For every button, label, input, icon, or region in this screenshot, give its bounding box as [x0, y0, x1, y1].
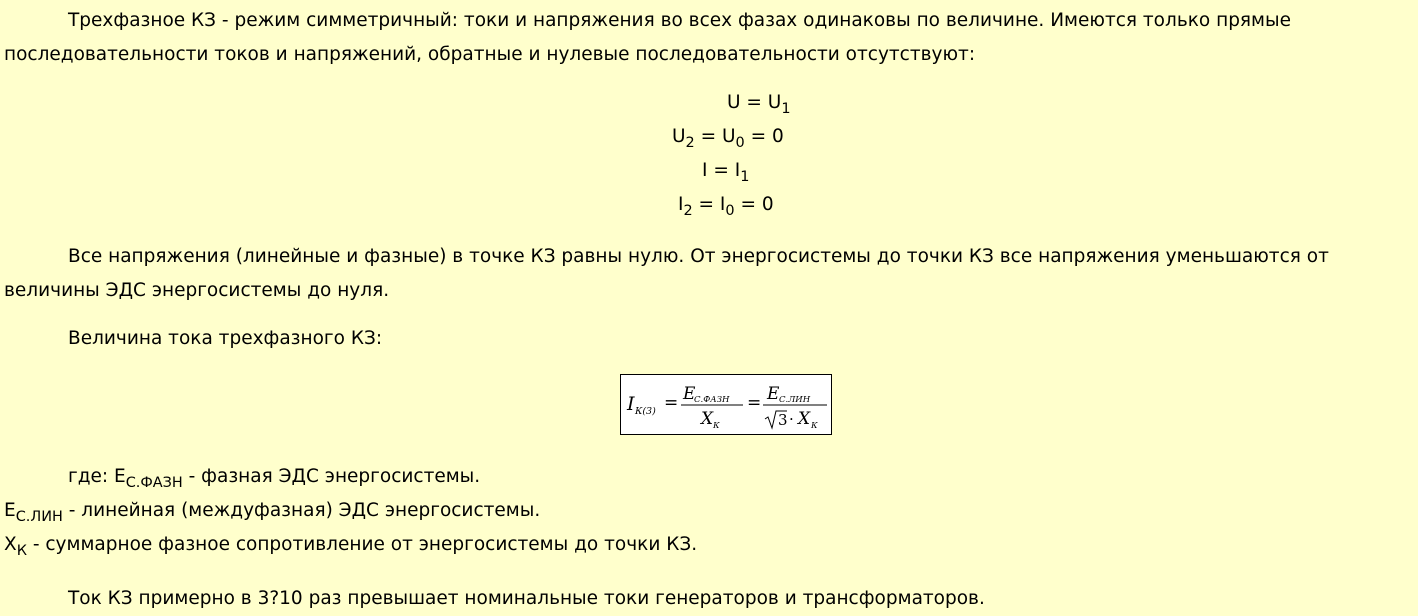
formula-lhs: I: [627, 393, 635, 415]
equation-4: $I_2 = I_0 = 0$: [678, 194, 774, 220]
formula-multiply-dot: ·: [789, 410, 794, 428]
definition-resistance: $X_К$ - суммарное фазное сопротивление от энергосистемы до точки КЗ.: [4, 534, 698, 560]
formula-equals-1: =: [664, 393, 679, 413]
formula-equals-2: =: [747, 393, 762, 413]
formula-denominator-2: X: [798, 409, 811, 429]
short-circuit-current-formula: [620, 374, 832, 435]
current-heading: Величина тока трехфазного КЗ:: [68, 328, 383, 349]
formula-numerator-2: E: [767, 384, 780, 404]
voltage-paragraph: Все напряжения (линейные и фазные) в точке КЗ равны нулю. От энергосистемы до точки КЗ все напряжения уменьшаются от величины ЭДС энергосистемы до нуля.: [4, 246, 1329, 301]
equation-3: $I = I_1$: [702, 160, 750, 186]
formula-image: [621, 375, 833, 436]
final-paragraph: Ток КЗ примерно в 3?10 раз превышает номинальные токи генераторов и трансформаторов.: [68, 588, 985, 609]
formula-denominator-1-sub: К: [713, 421, 720, 431]
formula-numerator-2-sub: С.ЛИН: [779, 395, 811, 405]
formula-lhs-sub: К(3): [635, 406, 656, 417]
equation-1: $U = U_1$: [727, 92, 791, 118]
formula-numerator-1-sub: С.ФАЗН: [694, 395, 730, 405]
formula-numerator-1: E: [683, 384, 696, 404]
formula-denominator-1: X: [701, 409, 714, 429]
intro-paragraph: Трехфазное КЗ - режим симметричный: токи и напряжения во всех фазах одинаковы по величине. Имеются только прямые последовательности токов и напряжений, обратные и нулевые последовательности отсутствуют:: [4, 10, 1292, 65]
formula-denominator-2-sub: К: [811, 421, 818, 431]
definition-line-emf: $E_{С.ЛИН}$ - линейная (междуфазная) ЭДС энергосистемы.: [4, 500, 541, 526]
equation-2: $U_2 = U_0 = 0$: [672, 126, 784, 152]
definition-phase-emf: где: $E_{С.ФАЗН}$ - фазная ЭДС энергосистемы.: [68, 466, 481, 492]
definitions-list: [4, 460, 1416, 562]
formula-root-value: 3: [778, 411, 788, 429]
